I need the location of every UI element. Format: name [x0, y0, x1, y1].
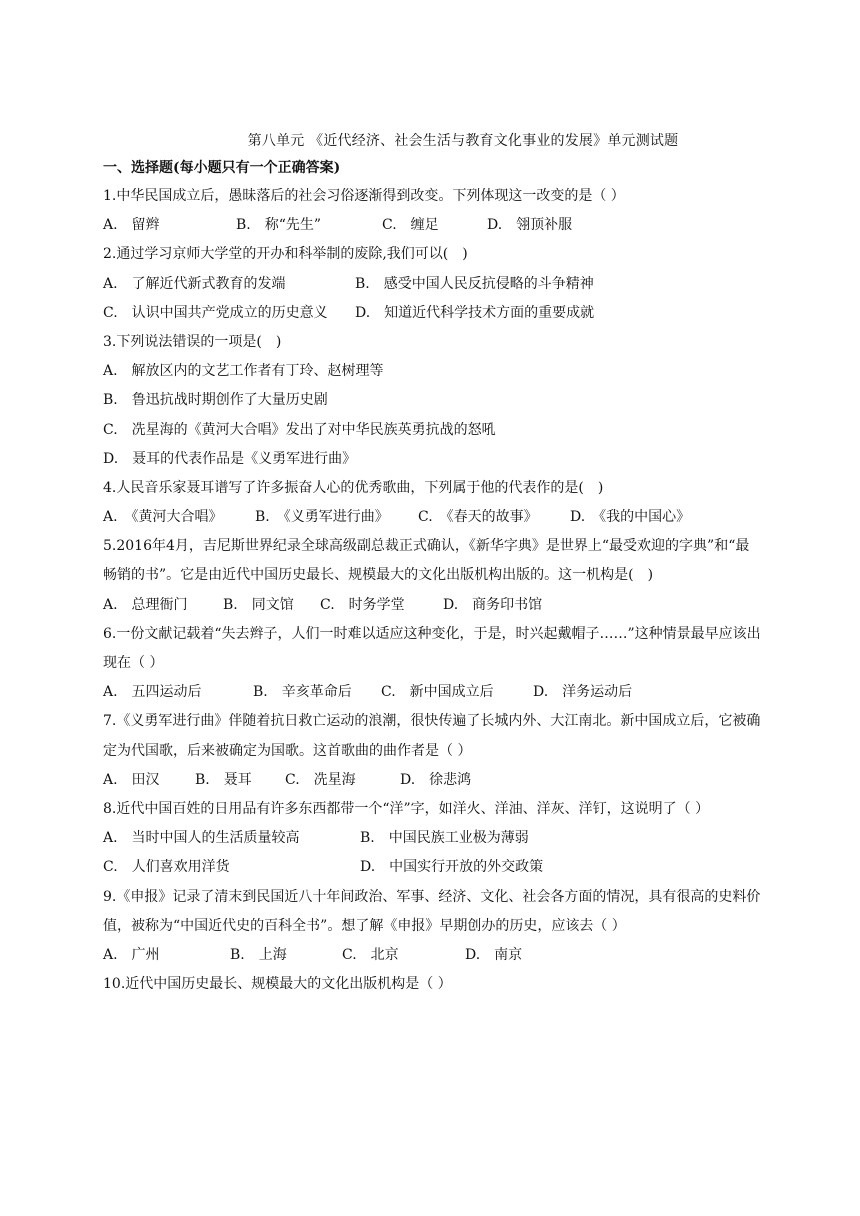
question-stem: 8.近代中国百姓的日用品有许多东西都带一个“洋”字，如洋火、洋油、洋灰、洋钉，这说明了（ ）	[103, 801, 710, 818]
option-d: D. 徐悲鸿	[400, 771, 472, 788]
question-stem: 5.2016年4月，吉尼斯世界纪录全球高级副总裁正式确认，《新华字典》是世界上“最受欢迎的字典”和“最畅销的书”。它是由近代中国历史最长、规模最大的文化出版机构出版的。这一机构是( )	[103, 538, 750, 584]
option-d: D. 知道近代科学技术方面的重要成就	[355, 304, 595, 321]
option-row	[103, 766, 763, 795]
question-stem: 2.通过学习京师大学堂的开办和科举制的废除,我们可以( )	[103, 246, 468, 263]
option-d: D. 南京	[465, 947, 523, 964]
option-b: B. 上海	[230, 947, 287, 964]
option-d: D. 聂耳的代表作品是《义勇军进行曲》	[103, 450, 357, 467]
option-c: C. 时务学堂	[320, 596, 405, 613]
question-stem: 6.一份文献记载着“失去辫子，人们一时难以适应这种变化，于是，时兴起戴帽子……”这种情景最早应该出现在（ ）	[103, 625, 761, 672]
question-stem: 3.下列说法错误的一项是( )	[103, 333, 282, 350]
option-c: C. 人们喜欢用洋货	[103, 859, 230, 876]
option-b: B. 聂耳	[195, 771, 252, 788]
option-row	[103, 824, 763, 853]
option-b: B. 鲁迅抗战时期创作了大量历史剧	[103, 392, 328, 409]
option-a: A. 解放区内的文艺工作者有丁玲、赵树理等	[103, 363, 384, 380]
option-b: B. 称“先生”	[236, 217, 322, 234]
option-c: C. 《春天的故事》	[418, 509, 538, 526]
option-b: B. 《义勇军进行曲》	[255, 509, 389, 526]
option-a: A. 当时中国人的生活质量较高	[103, 830, 300, 847]
option-c: C. 新中国成立后	[381, 684, 494, 701]
question-stem: 7.《义勇军进行曲》伴随着抗日救亡运动的浪潮，很快传遍了长城内外、大江南北。新中国成立后，它被确定为代国歌，后来被确定为国歌。这首歌曲的曲作者是（ ）	[103, 713, 761, 759]
option-c: C. 缠足	[382, 217, 439, 234]
question-stem: 9.《申报》记录了清末到民国近八十年间政治、军事、经济、文化、社会各方面的情况，具有很高的史料价值，被称为“中国近代史的百科全书”。想了解《申报》早期创办的历史，应该去（ ）	[103, 888, 761, 934]
option-a: A. 五四运动后	[103, 684, 202, 701]
option-d: D. 翎顶补服	[487, 217, 573, 234]
exam-title: 第八单元 《近代经济、社会生活与教育文化事业的发展》单元测试题	[247, 133, 679, 149]
question-stem: 1.中华民国成立后，愚昧落后的社会习俗逐渐得到改变。下列体现这一改变的是（ ）	[103, 188, 625, 204]
section-heading: 一、选择题(每小题只有一个正确答案)	[103, 160, 341, 176]
option-c: C. 冼星海的《黄河大合唱》发出了对中华民族英勇抗战的怒吼	[103, 421, 496, 438]
option-d: D. 《我的中国心》	[570, 509, 691, 526]
option-a: A. 了解近代新式教育的发端	[103, 275, 286, 292]
option-a: A. 《黄河大合唱》	[103, 509, 223, 526]
option-row	[103, 211, 763, 240]
option-row	[103, 270, 763, 299]
option-a: A. 广州	[103, 947, 160, 964]
option-row	[103, 503, 763, 532]
option-b: B. 同文馆	[223, 596, 294, 613]
option-a: A. 留辫	[103, 217, 160, 234]
option-c: C. 北京	[342, 947, 399, 964]
option-row	[103, 678, 763, 707]
question-stem: 10.近代中国历史最长、规模最大的文化出版机构是（ ）	[103, 976, 452, 993]
option-c: C. 冼星海	[285, 771, 356, 788]
option-a: A. 田汉	[103, 771, 160, 788]
option-row	[103, 853, 763, 882]
option-d: D. 商务印书馆	[443, 596, 543, 613]
option-c: C. 认识中国共产党成立的历史意义	[103, 304, 328, 321]
option-row	[103, 941, 763, 970]
option-b: B. 辛亥革命后	[253, 684, 352, 701]
option-b: B. 中国民族工业极为薄弱	[360, 830, 529, 847]
option-row	[103, 591, 763, 620]
question-stem: 4.人民音乐家聂耳谱写了许多振奋人心的优秀歌曲，下列属于他的代表作的是( )	[103, 479, 604, 496]
exam-page	[103, 128, 763, 999]
option-a: A. 总理衙门	[103, 596, 188, 613]
option-b: B. 感受中国人民反抗侵略的斗争精神	[355, 275, 594, 292]
option-d: D. 洋务运动后	[533, 684, 633, 701]
option-row	[103, 299, 763, 328]
option-d: D. 中国实行开放的外交政策	[360, 859, 544, 876]
